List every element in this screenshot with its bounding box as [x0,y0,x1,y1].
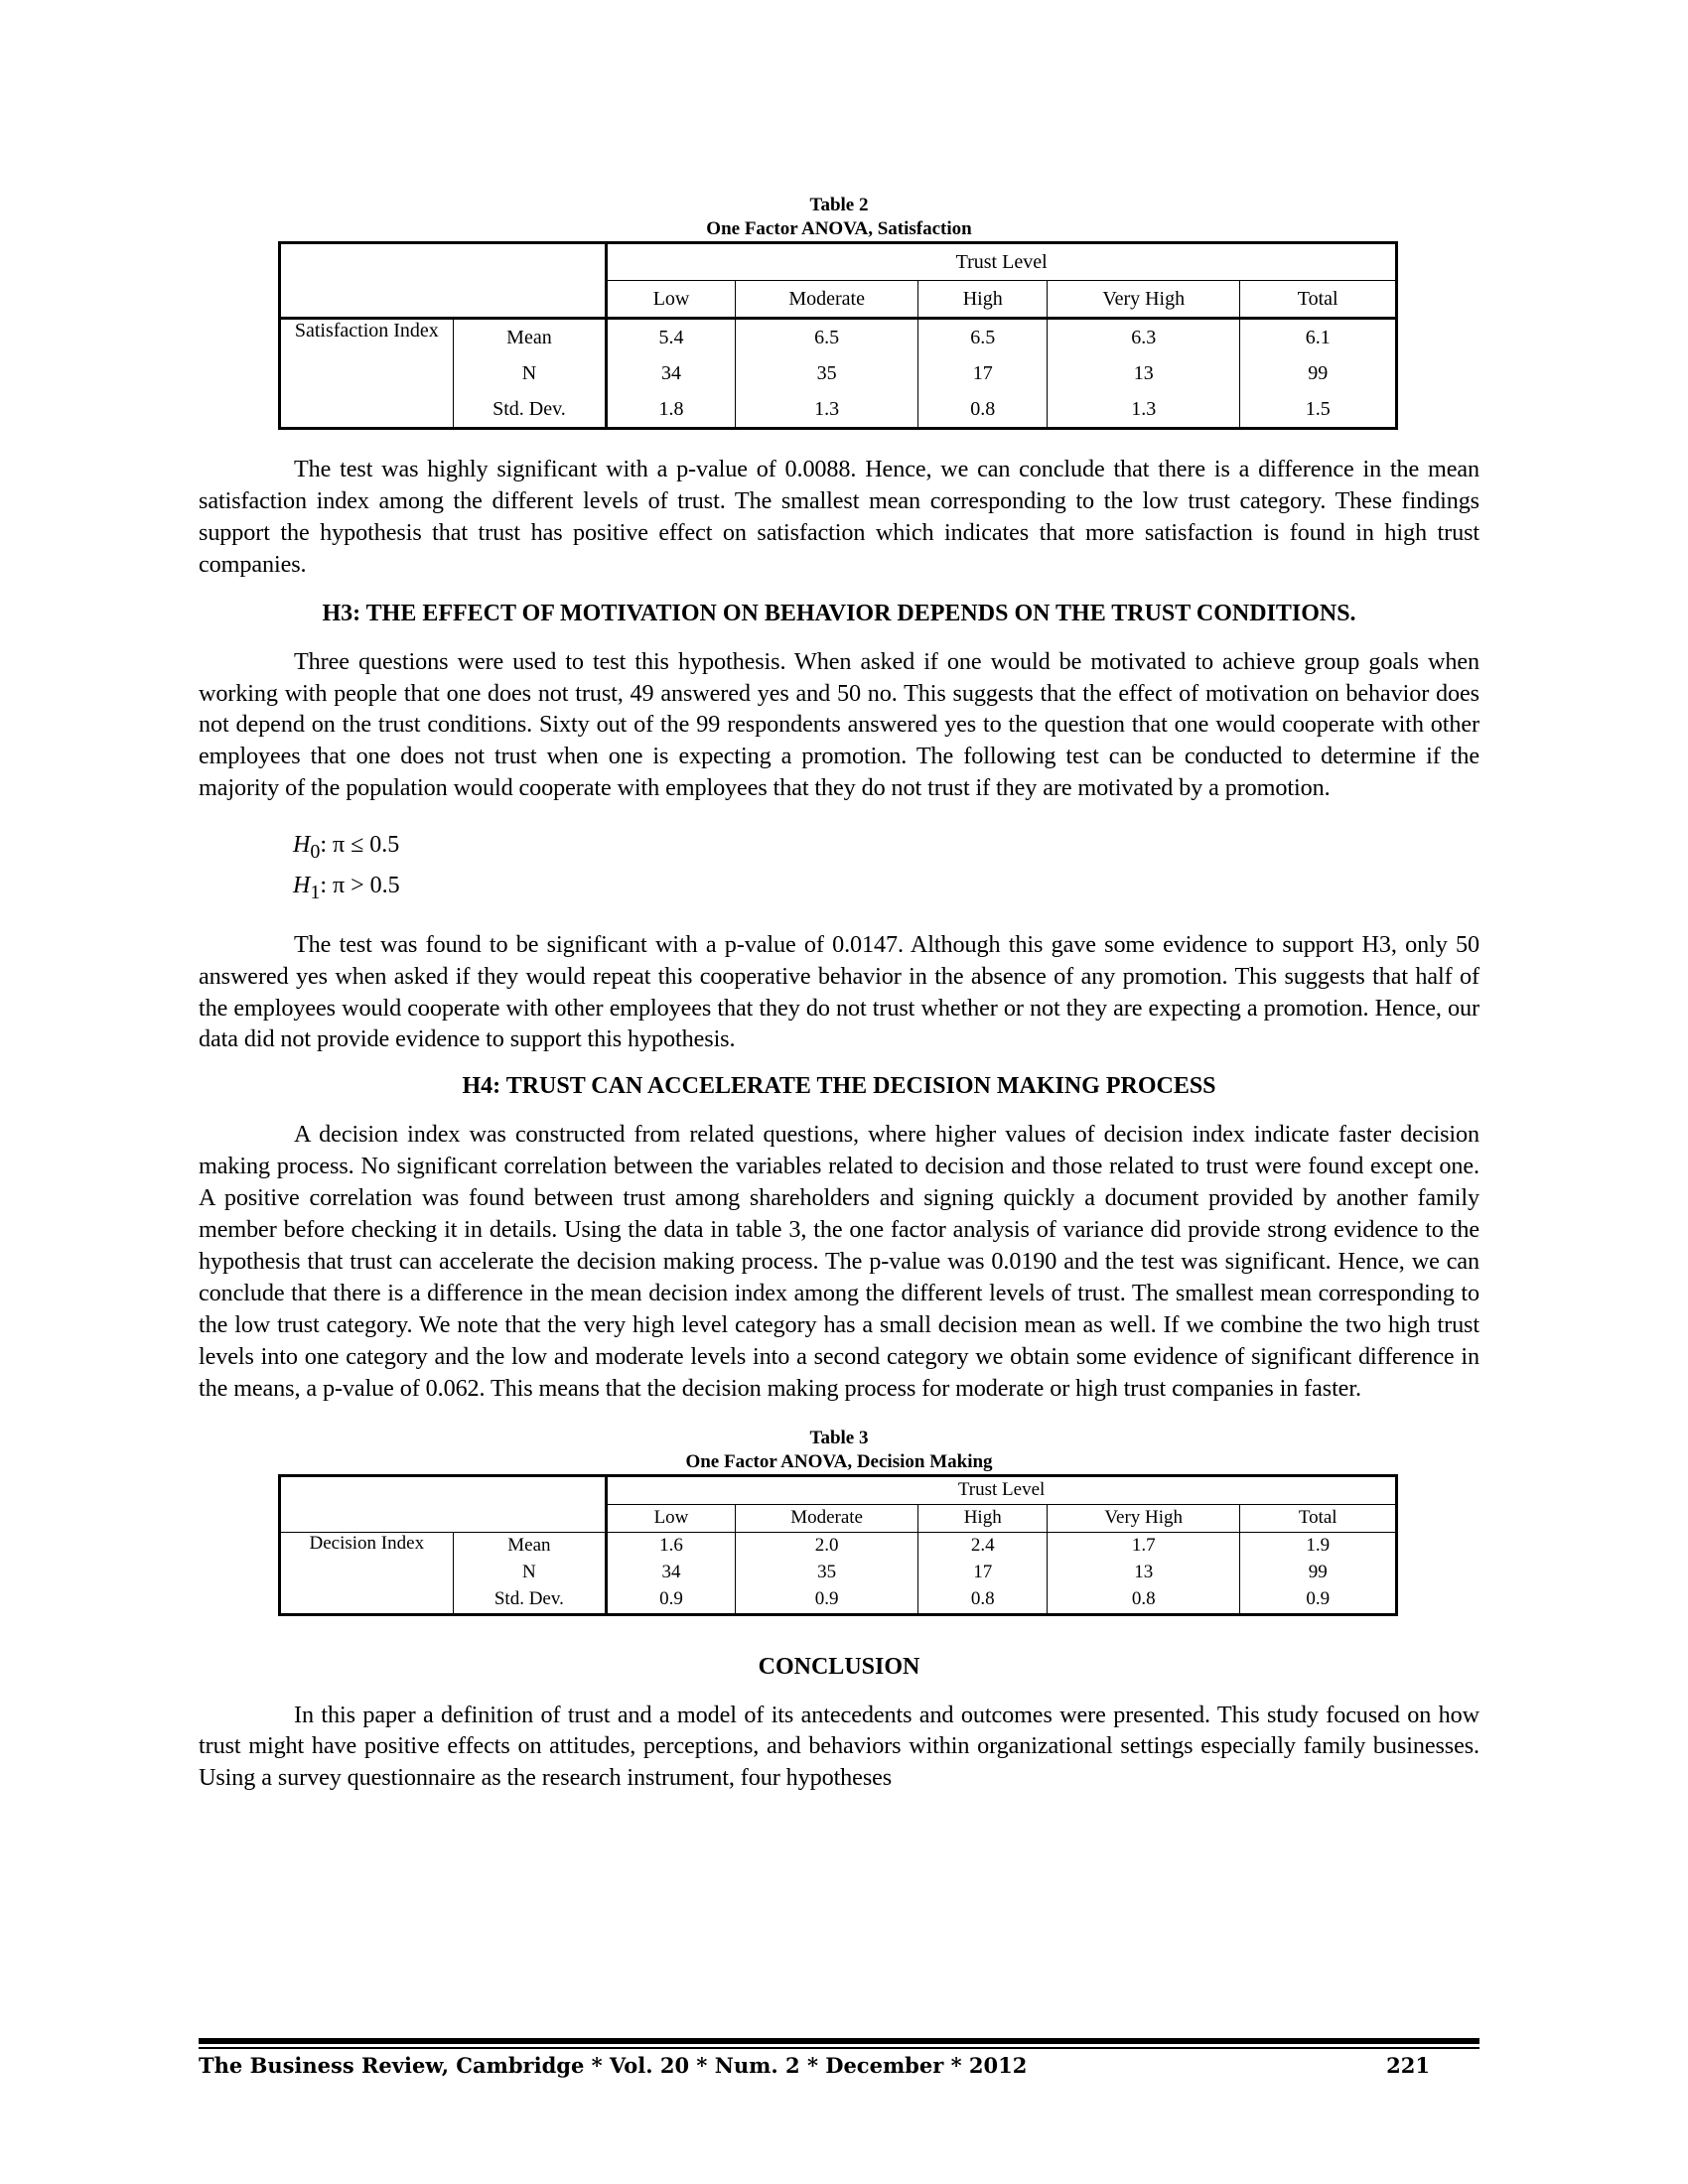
table2-group-header: Trust Level [607,243,1397,281]
table3-cell: 99 [1240,1560,1397,1586]
table3-cell: 0.9 [735,1586,918,1615]
table3-col-header: Low [607,1504,736,1532]
table2-cell: 17 [918,355,1048,391]
table2-col-header: Total [1240,281,1397,319]
footer-rule-thick [199,2038,1479,2044]
table2-cell: 6.3 [1048,319,1240,356]
table2-stat-label: Std. Dev. [453,391,607,429]
table3-cell: 13 [1048,1560,1240,1586]
journal-citation: The Business Review, Cambridge * Vol. 20 * Num. 2 * December * 2012 [199,2053,1028,2078]
table2-cell: 6.5 [735,319,918,356]
table2-subtitle: One Factor ANOVA, Satisfaction [706,218,972,239]
table2-cell: 0.8 [918,391,1048,429]
table3-cell: 1.7 [1048,1532,1240,1560]
table2-cell: 35 [735,355,918,391]
table2-cell: 1.5 [1240,391,1397,429]
table3-cell: 17 [918,1560,1048,1586]
table3-col-header: Total [1240,1504,1397,1532]
table3-stat-label: Std. Dev. [453,1586,607,1615]
table2-cell: 6.1 [1240,319,1397,356]
table2-cell: 1.8 [607,391,736,429]
page-number: 221 [1386,2053,1430,2078]
footer-rule-thin [199,2047,1479,2049]
paragraph-conclusion: In this paper a definition of trust and a model of its antecedents and outcomes were presented. This study focused on how trust might have positive effects on attitudes, perceptions, and behaviors within organizational settings especially family businesses. Using a survey questionnaire as the research instrument, four hypotheses [199,1701,1479,1792]
table3-cell: 0.9 [1240,1586,1397,1615]
heading-h3: H3: THE EFFECT OF MOTIVATION ON BEHAVIOR DEPENDS ON THE TRUST CONDITIONS. [322,600,1356,626]
table2-col-header: High [918,281,1048,319]
table3-col-header: Very High [1048,1504,1240,1532]
table2-cell: 1.3 [735,391,918,429]
page-content [199,194,1479,1794]
page-footer [199,2053,1479,2078]
paragraph-h3-result: The test was found to be significant with a p-value of 0.0147. Although this gave some evidence to support H3, only 50 answered yes when asked if they would repeat this cooperative behavior in the absence of any promotion. This suggests that half of the employees would cooperate with other employees that they do not trust whether or not they are expecting a promotion. Hence, our data did not provide evidence to support this hypothesis. [199,930,1479,1053]
table3-group-header: Trust Level [607,1475,1397,1504]
table3-corner [280,1475,607,1532]
table2-cell: 6.5 [918,319,1048,356]
paragraph-h3-method: Three questions were used to test this hypothesis. When asked if one would be motivated to achieve group goals when working with people that one does not trust, 49 answered yes and 50 no. This suggests that the effect of motivation on behavior does not depend on the trust conditions. Sixty out of the 99 respondents answered yes to the question that one would cooperate with other employees that one does not trust when one is expecting a promotion. The following test can be conducted to determine if the majority of the population would cooperate with employees that they do not trust if they are motivated by a promotion. [199,647,1479,802]
table3-cell: 34 [607,1560,736,1586]
table2-cell: 13 [1048,355,1240,391]
table3-cell: 1.9 [1240,1532,1397,1560]
table3-cell: 35 [735,1560,918,1586]
table3-subtitle: One Factor ANOVA, Decision Making [685,1450,993,1472]
paragraph-satisfaction-result: The test was highly significant with a p-value of 0.0088. Hence, we can conclude that there is a difference in the mean satisfaction index among the different levels of trust. The smallest mean corresponding to the low trust category. These findings support the hypothesis that trust has positive effect on satisfaction which indicates that more satisfaction is found in high trust companies. [199,456,1479,578]
hypothesis-alt: $H_1$: π > 0.5 [293,872,400,903]
table2-col-header: Low [607,281,736,319]
table2-corner [280,243,607,319]
table3-row-group: Decision Index [280,1532,454,1614]
heading-h4: H4: TRUST CAN ACCELERATE THE DECISION MAKING PROCESS [462,1073,1216,1100]
table2-cell: 99 [1240,355,1397,391]
table2-stat-label: Mean [453,319,607,356]
table2-stat-label: N [453,355,607,391]
table2-cell: 34 [607,355,736,391]
table2-col-header: Very High [1048,281,1240,319]
table3-cell: 0.8 [918,1586,1048,1615]
table3-cell: 2.4 [918,1532,1048,1560]
table3-col-header: Moderate [735,1504,918,1532]
table3-cell: 2.0 [735,1532,918,1560]
table3-title: Table 3 [809,1427,869,1448]
table2-cell: 5.4 [607,319,736,356]
table2-title: Table 2 [809,195,869,215]
table3 [278,1474,1398,1616]
table3-col-header: High [918,1504,1048,1532]
table2-row-group: Satisfaction Index [280,319,454,429]
hypothesis-null: $H_0$: π ≤ 0.5 [293,832,400,863]
paragraph-h4: A decision index was constructed from related questions, where higher values of decision index indicate faster decision making process. No significant correlation between the variables related to decision and those related to trust were found except one. A positive correlation was found between trust among shareholders and signing quickly a document provided by another family member before checking it in details. Using the data in table 3, the one factor analysis of variance did provide strong evidence to the hypothesis that trust can accelerate the decision making process. The p-value was 0.0190 and the test was significant. Hence, we can conclude that there is a difference in the mean decision index among the different levels of trust. The smallest mean corresponding to the low trust category. We note that the very high level category has a small decision mean as well. If we combine the two high trust levels into one category and the low and moderate levels into a second category we obtain some evidence of significant difference in the means, a p-value of 0.062. This means that the decision making process for moderate or high trust companies in faster. [199,1121,1479,1402]
table3-cell: 1.6 [607,1532,736,1560]
table3-cell: 0.9 [607,1586,736,1615]
table2-cell: 1.3 [1048,391,1240,429]
heading-conclusion: CONCLUSION [758,1653,920,1680]
table3-stat-label: N [453,1560,607,1586]
table2-col-header: Moderate [735,281,918,319]
table3-stat-label: Mean [453,1532,607,1560]
table3-cell: 0.8 [1048,1586,1240,1615]
table2 [278,241,1398,430]
